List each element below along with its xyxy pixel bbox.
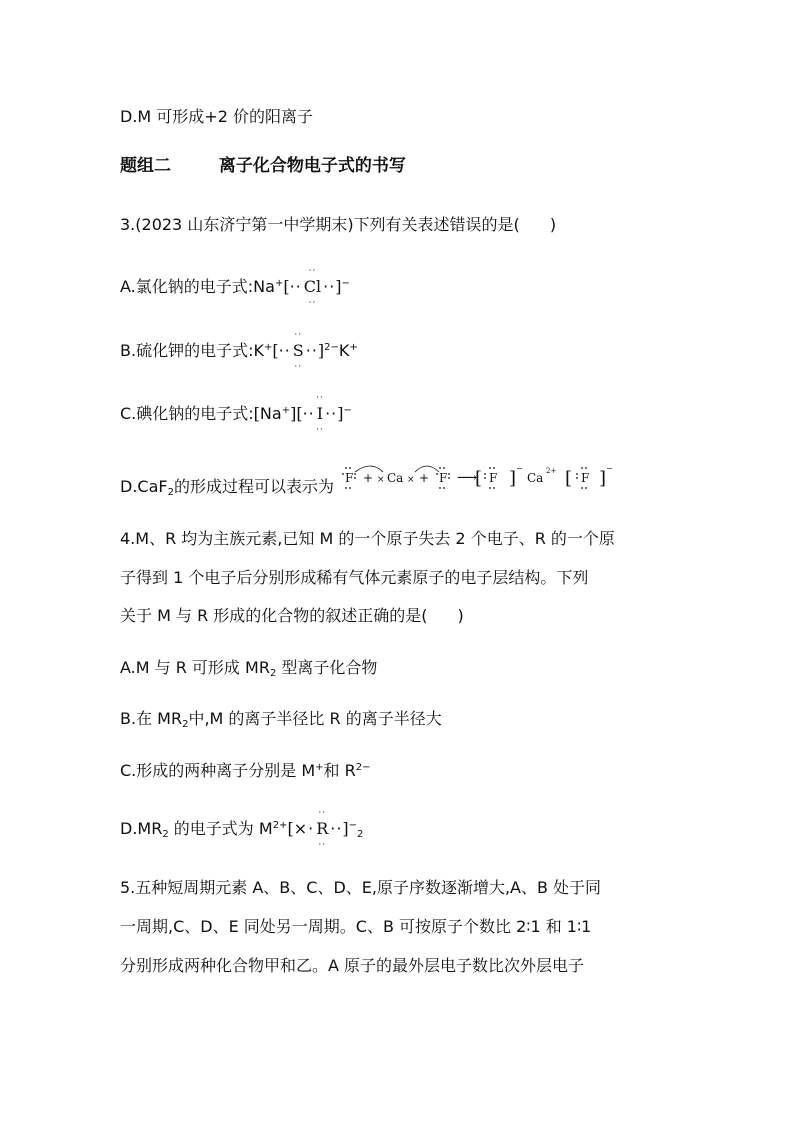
q4-line-1 xyxy=(120,528,615,550)
minus-charge: − xyxy=(606,464,613,473)
q4-line-3 xyxy=(120,605,464,627)
q4-text-1: 4.M、R 均为主族元素,已知 M 的一个原子失去 2 个电子、R 的一个原 xyxy=(120,529,615,548)
right-bracket: ] xyxy=(335,277,342,296)
group-title: 题组二 xyxy=(120,156,171,176)
right-bracket: ] xyxy=(337,404,344,423)
two-minus-charge: 2− xyxy=(355,762,371,773)
ca-ion-symbol: Ca xyxy=(527,471,544,485)
k-symbol: K xyxy=(338,341,350,360)
plus-charge: + xyxy=(274,278,284,289)
q4-option-d xyxy=(120,808,364,850)
i-electron-dot xyxy=(315,393,325,435)
q4-text-3: 关于 M 与 R 形成的化合物的叙述正确的是( xyxy=(120,606,428,625)
na-symbol: Na xyxy=(253,277,275,296)
x-electron: × xyxy=(377,475,385,485)
s-symbol: S xyxy=(292,341,304,360)
left-bracket: [ xyxy=(565,468,573,489)
f-ion-symbol: F xyxy=(489,471,498,485)
option-d-previous xyxy=(120,106,313,128)
left-bracket: [ xyxy=(475,468,483,489)
q5-line-3 xyxy=(120,955,584,977)
minus-charge: − xyxy=(348,820,358,831)
plus-sign: + xyxy=(363,471,374,485)
cl-electron-dot xyxy=(302,266,323,308)
electron-dots: ·· xyxy=(325,404,338,423)
group-subtitle: 离子化合物电子式的书写 xyxy=(218,156,406,176)
f-left-symbol: F xyxy=(345,471,354,485)
q3-option-b xyxy=(120,330,358,372)
na-symbol: Na xyxy=(259,404,282,423)
q4-c-text-2: 和 R xyxy=(323,761,356,780)
q3-option-c xyxy=(120,393,352,435)
bottom-dots: ·· xyxy=(316,425,324,435)
electron-dots: ·· xyxy=(330,819,343,838)
bottom-dots: ·· xyxy=(318,840,327,850)
q3-option-a xyxy=(120,266,350,308)
q4-option-b xyxy=(120,708,442,730)
plus-charge: + xyxy=(315,762,324,773)
plus-sign: + xyxy=(419,471,430,485)
right-bracket: ] xyxy=(342,819,349,838)
i-symbol: I xyxy=(316,404,324,423)
q4-b-text: B.在 MR xyxy=(120,709,183,728)
f-ion-symbol: F xyxy=(581,471,590,485)
right-bracket: ] xyxy=(509,468,517,489)
bottom-dots: ·· xyxy=(294,362,303,372)
electron-dots: ·· xyxy=(278,341,291,360)
minus-charge: − xyxy=(341,278,350,289)
left-bracket: [ xyxy=(253,404,260,423)
q4-option-a xyxy=(120,657,377,679)
ca-symbol: Ca xyxy=(387,471,404,485)
q4-a-text: A.M 与 R 可形成 MR xyxy=(120,658,270,677)
right-bracket: ] xyxy=(599,468,607,489)
section-heading xyxy=(120,155,406,177)
electron-dots: ·· xyxy=(305,341,318,360)
top-dots: ·· xyxy=(318,808,327,818)
x-electron: × xyxy=(407,475,415,485)
q4-option-c xyxy=(120,760,371,782)
q4-c-text: C.形成的两种离子分别是 M xyxy=(120,761,316,780)
q4-d-text-2: 的电子式为 M xyxy=(168,819,273,838)
subscript-two: 2 xyxy=(167,487,174,498)
two-plus-charge: 2+ xyxy=(546,467,557,475)
s-electron-dot xyxy=(291,330,306,372)
top-dots: ·· xyxy=(308,266,317,276)
electron-dots: ·· xyxy=(323,277,336,296)
two-plus-charge: 2+ xyxy=(272,820,288,831)
k-symbol: K xyxy=(253,341,264,360)
q3-close: ) xyxy=(549,215,557,234)
q3-c-label: C.碘化钠的电子式: xyxy=(120,404,254,423)
q4-text-2: 子得到 1 个电子后分别形成稀有气体元素原子的电子层结构。下列 xyxy=(120,568,589,587)
q4-d-text: D.MR xyxy=(120,819,163,838)
minus-charge: − xyxy=(343,405,352,416)
q3-d-label2: 的形成过程可以表示为 xyxy=(173,477,334,496)
subscript-two: 2 xyxy=(162,829,169,840)
q4-close: ) xyxy=(457,606,464,625)
top-dots: ·· xyxy=(316,393,324,403)
q4-line-2 xyxy=(120,567,588,589)
minus-charge: − xyxy=(516,464,523,473)
caf2-formation-diagram xyxy=(343,462,643,496)
left-bracket: [ xyxy=(296,404,303,423)
q3-b-label: B.硫化钾的电子式: xyxy=(120,341,254,360)
q3-stem xyxy=(120,214,556,236)
plus-charge: + xyxy=(349,342,358,353)
f-right-symbol: F xyxy=(439,471,448,485)
q5-text-1: 5.五种短周期元素 A、B、C、D、E,原子序数逐渐增大,A、B 处于同 xyxy=(120,878,602,897)
right-bracket: ] xyxy=(317,341,325,360)
electron-dots: ·· xyxy=(289,277,302,296)
q3-a-label: A.氯化钠的电子式: xyxy=(120,277,254,296)
subscript-two: 2 xyxy=(357,829,364,840)
electron-dots: ·· xyxy=(302,404,315,423)
left-bracket: [ xyxy=(287,819,294,838)
two-minus-charge: 2− xyxy=(324,342,339,353)
r-symbol: R xyxy=(316,819,329,838)
q3-stem-text: 3.(2023 山东济宁第一中学期末)下列有关表述错误的是( xyxy=(120,215,520,234)
option-d-text: D.M 可形成+2 价的阳离子 xyxy=(120,107,313,126)
subscript-two: 2 xyxy=(269,668,277,679)
q4-a-text-2: 型离子化合物 xyxy=(276,658,378,677)
q5-line-2 xyxy=(120,916,591,938)
q4-b-text-2: 中,M 的离子半径比 R 的离子半径大 xyxy=(188,709,442,728)
top-dots: ·· xyxy=(294,330,303,340)
reaction-arrow: ⟶ xyxy=(457,470,478,486)
plus-charge: + xyxy=(281,405,291,416)
left-bracket: [ xyxy=(283,277,290,296)
q3-d-label: D.CaF xyxy=(120,477,168,496)
q5-text-2: 一周期,C、D、E 同处另一周期。C、B 可按原子个数比 2∶1 和 1∶1 xyxy=(120,917,592,936)
right-bracket: ] xyxy=(290,404,297,423)
subscript-two: 2 xyxy=(182,719,189,730)
q5-text-3: 分别形成两种化合物甲和乙。A 原子的最外层电子数比次外层电子 xyxy=(120,956,585,975)
bottom-dots: ·· xyxy=(308,298,317,308)
q3-option-d xyxy=(120,476,334,498)
plus-charge: + xyxy=(263,342,273,353)
r-electron-dot xyxy=(314,808,330,850)
electron-dots: ×· xyxy=(293,819,315,838)
left-bracket: [ xyxy=(272,341,279,360)
q5-line-1 xyxy=(120,877,601,899)
cl-symbol: Cl xyxy=(303,277,322,296)
